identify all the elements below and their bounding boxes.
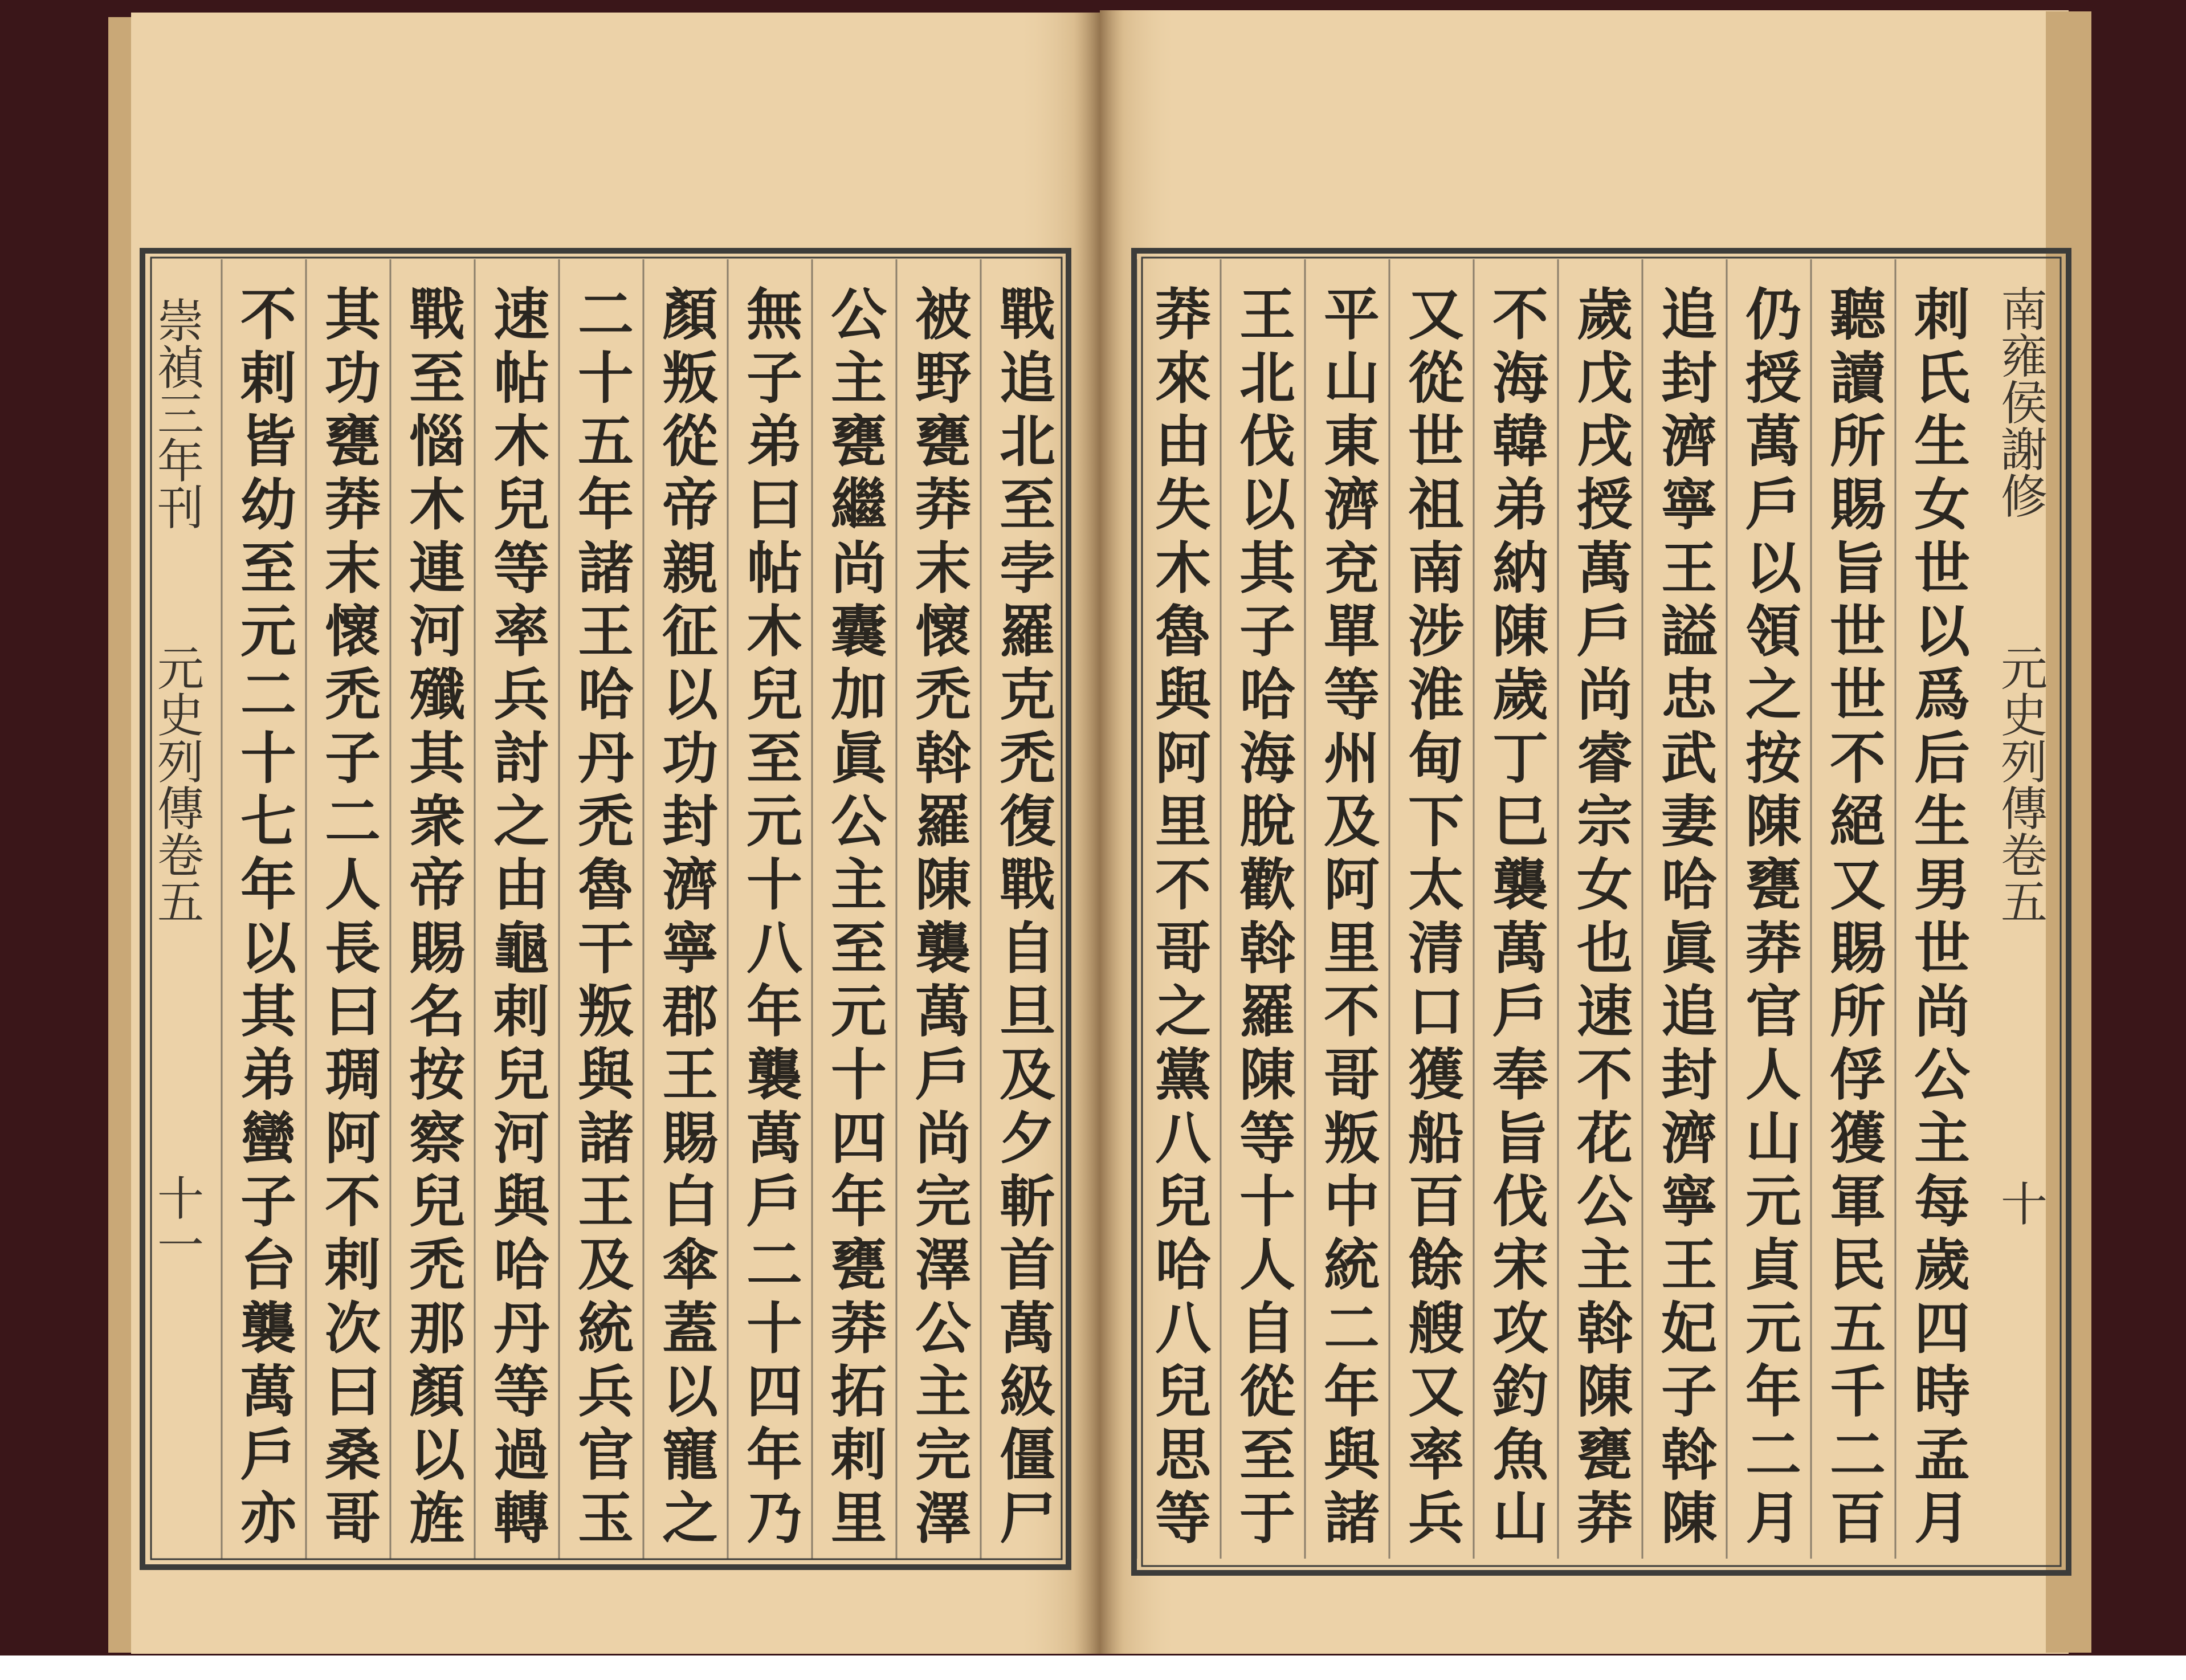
text-column: 其功甕莽末懷禿子二人長曰琱阿不剌次曰桑哥 — [315, 285, 381, 1544]
text-column: 被野甕莽末懷禿斡羅陳襲萬戶尚完澤公主完澤 — [906, 285, 972, 1544]
text-column: 聽讀所賜旨世世不絕又賜所俘獲軍民五千二百 — [1820, 285, 1886, 1544]
text-column: 顏叛從帝親征以功封濟寧郡王賜白傘蓋以寵之 — [652, 285, 719, 1544]
text-column: 公主甕繼尚囊加眞公主至元十四年甕莽拓剌里 — [821, 285, 887, 1544]
text-column: 戰追北至孛羅克禿復戰自旦及夕斬首萬級僵尸 — [990, 285, 1056, 1544]
text-column: 仍授萬戶以領之按陳甕莽官人山元貞元年二月 — [1736, 285, 1802, 1544]
left-margin-text: 崇禎三年刊 — [149, 296, 204, 530]
text-column: 又從世祖南涉淮甸下太清口獲船百餘艘又率兵 — [1398, 285, 1465, 1544]
left-margin-lower: 元史列傳卷五 — [149, 644, 204, 924]
text-column: 王北伐以其子哈海脫歡斡羅陳等十人自從至于 — [1230, 285, 1296, 1544]
bottom-margin — [0, 1655, 2186, 1680]
text-column: 不剌皆幼至元二十七年以其弟蠻子台襲萬戶亦 — [231, 285, 297, 1544]
text-column: 戰至惱木連河殲其衆帝賜名按察兒禿那顏以旌 — [399, 285, 466, 1544]
text-column: 刺氏生女世以爲后生男世尚公主每歲四時孟月 — [1904, 285, 1971, 1544]
text-column: 追封濟寧王謚忠武妻哈眞追封濟寧王妃子斡陳 — [1651, 285, 1718, 1544]
right-margin-text: 南雍侯謝修 — [1993, 285, 2048, 519]
right-margin-lower: 元史列傳卷五 — [1993, 644, 2048, 924]
text-column: 歲戊戌授萬戶尚睿宗女也速不花公主斡陳甕莽 — [1567, 285, 1633, 1544]
text-column: 無子弟曰帖木兒至元十八年襲萬戶二十四年乃 — [737, 285, 803, 1544]
text-column: 二十五年諸王哈丹禿魯干叛與諸王及統兵官玉 — [568, 285, 634, 1544]
right-folio: 十 — [1993, 1180, 2048, 1226]
text-column: 莽來由失木魯與阿里不哥之黨八兒哈八兒思等 — [1145, 285, 1212, 1544]
text-column: 平山東濟兗單等州及阿里不哥叛中統二年與諸 — [1314, 285, 1380, 1544]
left-folio: 十一 — [149, 1174, 204, 1267]
text-column: 不海韓弟納陳歲丁巳襲萬戶奉旨伐宋攻釣魚山 — [1483, 285, 1549, 1544]
left-page — [108, 13, 1100, 1654]
right-page — [1100, 10, 2091, 1654]
text-column: 速帖木兒等率兵討之由龜剌兒河與哈丹等過轉 — [484, 285, 550, 1544]
